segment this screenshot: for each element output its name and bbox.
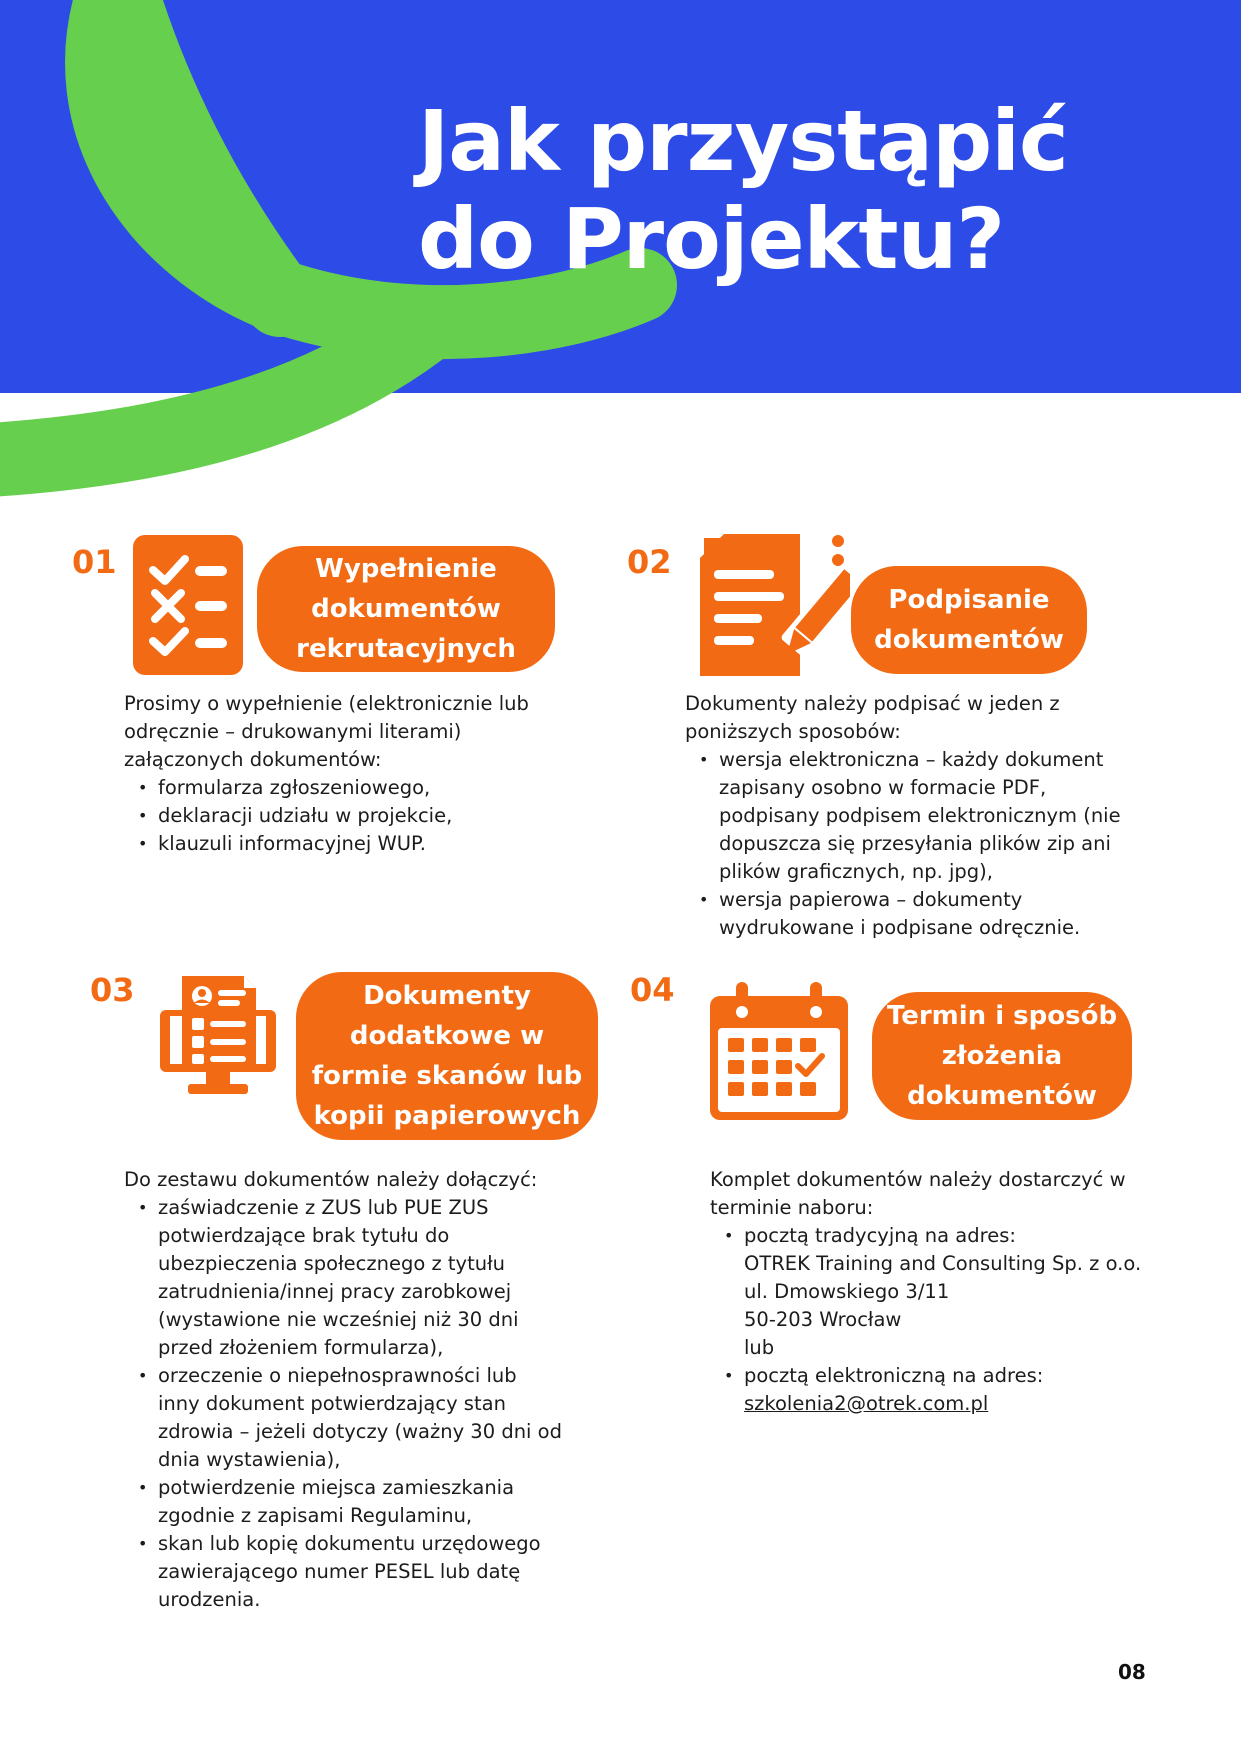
list-line: • zaświadczenie z ZUS lub PUE ZUS xyxy=(158,1196,489,1219)
list-line: • wersja papierowa – dokumenty xyxy=(719,888,1023,911)
section-body xyxy=(124,1166,604,1614)
pill-line: Wypełnienie xyxy=(315,554,497,584)
section-body xyxy=(710,1166,1210,1418)
list-line: • pocztą elektroniczną na adres: xyxy=(744,1364,1044,1387)
calendar-icon xyxy=(710,982,848,1120)
list-item xyxy=(158,830,594,858)
list-item xyxy=(158,1194,604,1362)
body-line: poniższych sposobów: xyxy=(685,720,901,743)
list-item xyxy=(158,1362,604,1474)
list-line: formularza zgłoszeniowego, xyxy=(158,776,431,799)
pill-line: Termin i sposób xyxy=(886,1001,1118,1031)
section-title-pill xyxy=(851,566,1087,674)
pill-line: rekrutacyjnych xyxy=(296,634,516,664)
list-line: • pocztą tradycyjną na adres: xyxy=(744,1224,1016,1247)
list-item xyxy=(744,1222,1210,1362)
list-item xyxy=(158,802,594,830)
pill-line: Dokumenty xyxy=(363,981,531,1011)
pill-line: złożenia xyxy=(941,1041,1063,1071)
list-line: lub xyxy=(744,1336,775,1359)
list-line: dopuszcza się przesyłania plików zip ani xyxy=(719,832,1111,855)
list-line: klauzuli informacyjnej WUP. xyxy=(158,832,426,855)
list-item xyxy=(719,886,1205,942)
list-line: 50-203 Wrocław xyxy=(744,1308,902,1331)
section-number: 04 xyxy=(630,971,675,1009)
list-line: • potwierdzenie miejsca zamieszkania xyxy=(158,1476,515,1499)
list-line: zgodnie z zapisami Regulaminu, xyxy=(158,1504,473,1527)
pill-line: formie skanów lub xyxy=(311,1061,583,1091)
list-line: przed złożeniem formularza), xyxy=(158,1336,444,1359)
bullet-list xyxy=(124,1194,604,1614)
pill-line: dokumentów xyxy=(874,625,1064,655)
list-line: zawierającego numer PESEL lub datę xyxy=(158,1560,521,1583)
list-line: zapisany osobno w formacie PDF, xyxy=(719,776,1047,799)
list-line: • skan lub kopię dokumentu urzędowego xyxy=(158,1532,541,1555)
list-line: wydrukowane i podpisane odręcznie. xyxy=(719,916,1081,939)
list-line: potwierdzające brak tytułu do xyxy=(158,1224,450,1247)
list-line: dnia wystawienia), xyxy=(158,1448,341,1471)
list-line: zdrowia – jeżeli dotyczy (ważny 30 dni od xyxy=(158,1420,562,1443)
list-item xyxy=(158,1474,604,1530)
list-item xyxy=(719,746,1205,886)
title-line-1: Jak przystąpić xyxy=(418,92,1068,190)
list-line: • wersja elektroniczna – każdy dokument xyxy=(719,748,1104,771)
section-title-pill xyxy=(872,992,1132,1120)
document-pen-icon xyxy=(700,534,850,676)
section-title-pill xyxy=(296,972,598,1140)
section-body xyxy=(685,690,1205,942)
section-body xyxy=(124,690,594,858)
bullet-list xyxy=(710,1222,1210,1418)
list-item xyxy=(158,774,594,802)
list-line: zatrudnienia/innej pracy zarobkowej xyxy=(158,1280,512,1303)
pill-line: kopii papierowych xyxy=(313,1101,581,1131)
title-line-2: do Projektu? xyxy=(418,190,1005,288)
section-title-pill xyxy=(257,546,555,672)
pill-line: dokumentów xyxy=(907,1081,1097,1111)
bullet-list xyxy=(685,746,1205,942)
list-item xyxy=(158,1530,604,1614)
pill-line: dokumentów xyxy=(311,594,501,624)
list-line: (wystawione nie wcześniej niż 30 dni xyxy=(158,1308,519,1331)
section-number: 01 xyxy=(72,543,117,581)
pill-line: dodatkowe w xyxy=(349,1021,545,1051)
body-line: Komplet dokumentów należy dostarczyć w xyxy=(710,1168,1126,1191)
body-line: Prosimy o wypełnienie (elektronicznie lub xyxy=(124,692,529,715)
list-line: ubezpieczenia społecznego z tytułu xyxy=(158,1252,505,1275)
list-line: urodzenia. xyxy=(158,1588,261,1611)
list-item xyxy=(744,1362,1210,1418)
page-number: 08 xyxy=(1118,1660,1146,1684)
pill-line: Podpisanie xyxy=(888,585,1050,615)
email-link[interactable]: szkolenia2@otrek.com.pl xyxy=(744,1392,989,1415)
body-line: załączonych dokumentów: xyxy=(124,748,382,771)
list-line: ul. Dmowskiego 3/11 xyxy=(744,1280,950,1303)
body-line: Dokumenty należy podpisać w jeden z xyxy=(685,692,1060,715)
body-line: odręcznie – drukowanymi literami) xyxy=(124,720,462,743)
list-line: • orzeczenie o niepełnosprawności lub xyxy=(158,1364,517,1387)
checklist-icon xyxy=(133,535,243,675)
list-line: podpisany podpisem elektronicznym (nie xyxy=(719,804,1121,827)
list-line: inny dokument potwierdzający stan xyxy=(158,1392,506,1415)
list-line: plików graficznych, np. jpg), xyxy=(719,860,993,883)
section-number: 02 xyxy=(627,543,672,581)
list-line: deklaracji udziału w projekcie, xyxy=(158,804,453,827)
monitor-document-icon xyxy=(160,976,276,1096)
list-line: OTREK Training and Consulting Sp. z o.o. xyxy=(744,1252,1142,1275)
body-line: Do zestawu dokumentów należy dołączyć: xyxy=(124,1168,538,1191)
section-number: 03 xyxy=(90,971,135,1009)
page-title xyxy=(418,92,1068,288)
body-line: terminie naboru: xyxy=(710,1196,874,1219)
bullet-list xyxy=(124,774,594,858)
